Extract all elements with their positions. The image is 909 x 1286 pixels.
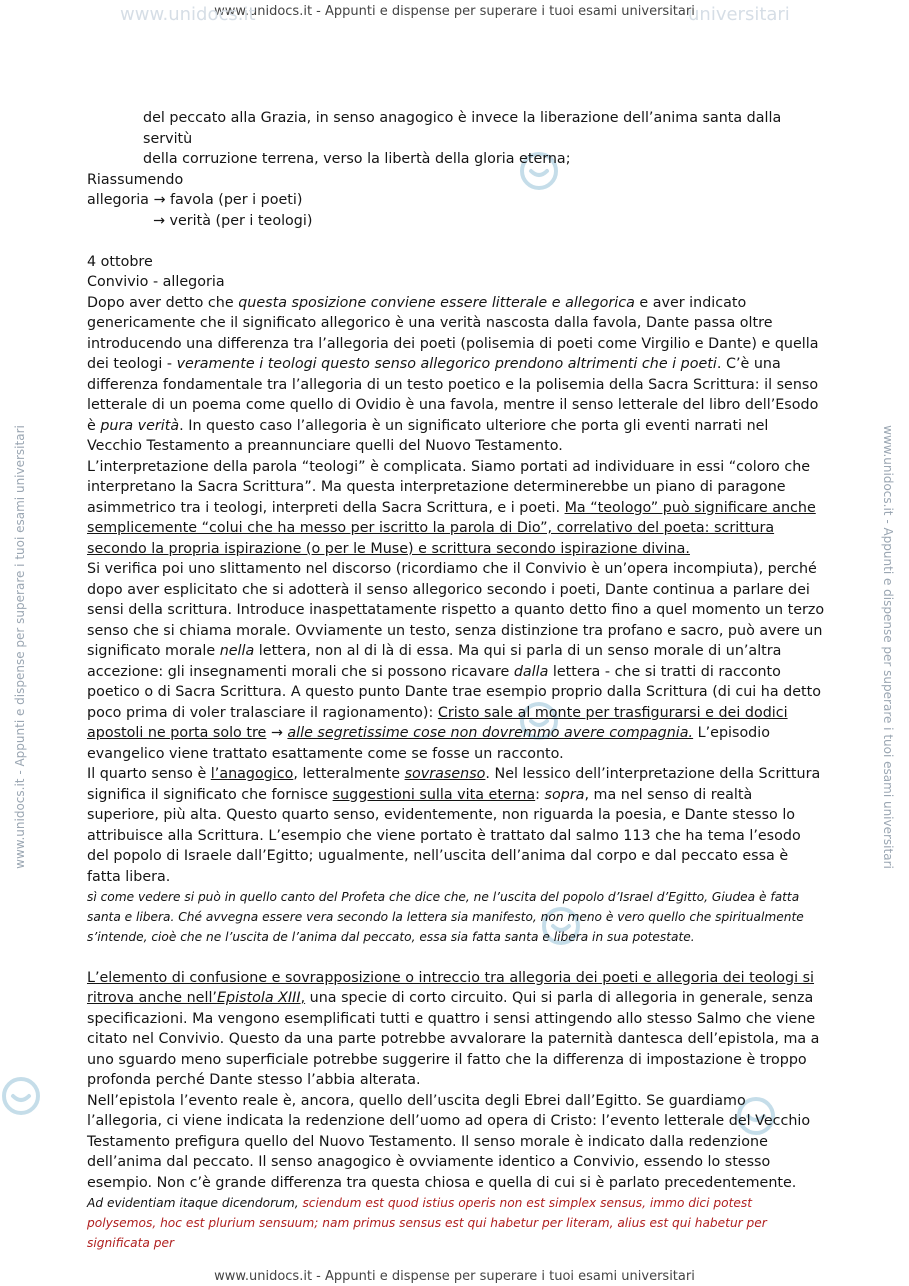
intro-line-2: della corruzione terrena, verso la libertà della gloria eterna; <box>143 151 571 167</box>
summary-line-2: → verità (per i teologi) <box>153 212 313 229</box>
riassumendo-label: Riassumendo <box>87 171 184 188</box>
watermark-top: www.unidocs.it - Appunti e dispense per superare i tuoi esami universitari <box>214 4 695 19</box>
paragraph-2: L’interpretazione della parola “teologi” è complicata. Siamo portati ad individuare in essi “coloro che interpretano la Sacra Scrittura”. Ma questa interpretazione determinerebbe un piano di paragone asimmetrico tra i teologi, interpreti della Sacra Scrittura, e i poeti. Ma “teologo” può significare anche semplicemente “colui che ha messo per iscritto la parola di Dio”, correlativo del poeta: scrittura secondo la propria ispirazione (o per le Muse) e scrittura secondo ispirazione divina. <box>87 458 816 557</box>
section-date: 4 ottobre <box>87 253 153 270</box>
summary-line-1: allegoria → favola (per i poeti) <box>87 192 303 208</box>
unidocs-logo-icon <box>0 1075 42 1117</box>
paragraph-6: Nell’epistola l’evento reale è, ancora, quello dell’uscita degli Ebrei dall’Egitto. Se guardiamo l’allegoria, ci viene indicata la redenzione dell’uomo ad opera di Cristo: l’evento letterale del Vecchio Testamento prefigura quello del Nuovo Testamento. Il senso morale è indicato dalla redenzione dell’anima dal peccato. Il senso anagogico è ovviamente identico a Convivio, essendo lo stesso esempio. Non c’è grande differenza tra questa chiosa e quella di cui si è parlato precedentemente. <box>87 1092 811 1191</box>
intro-line-1: del peccato alla Grazia, in senso anagogico è invece la liberazione dell’anima santa dalla servitù <box>143 110 782 147</box>
document-body <box>87 108 825 1253</box>
watermark-side-right: www.unidocs.it - Appunti e dispense per superare i tuoi esami universitari <box>881 425 895 869</box>
watermark-bottom: www.unidocs.it - Appunti e dispense per superare i tuoi esami universitari <box>214 1269 695 1284</box>
paragraph-1: Dopo aver detto che questa sposizione conviene essere litterale e allegorica e aver indicato genericamente che il significato allegorico è una verità nascosta dalla favola, Dante passa oltre introducendo una differenza tra l’allegoria dei poeti (polisemia di poeti come Virgilio e Dante) e quella dei teologi - veramente i teologi questo senso allegorico prendono altrimenti che i poeti. C’è una differenza fondamentale tra l’allegoria di un testo poetico e la polisemia della Sacra Scrittura: il senso letterale di un poema come quello di Ovidio è una favola, mentre il senso letterale del libro dell’Esodo è pura verità. In questo caso l’allegoria è un significato ulteriore che porta gli eventi narrati nel Vecchio Testamento a preannunciare quelli del Nuovo Testamento. <box>87 294 819 454</box>
convivio-quote: sì come vedere si può in quello canto del Profeta che dice che, ne l’uscita del popolo d’Israel d’Egitto, Giudea è fatta santa e libera. Ché avvegna essere vera secondo la lettera sia manifesto, non meno è vero quello che spiritualmente s’intende, cioè che ne l’uscita de l’anima dal peccato, essa sia fatta santa e libera in sua potestate. <box>87 890 804 944</box>
paragraph-3: Si verifica poi uno slittamento nel discorso (ricordiamo che il Convivio è un’opera incompiuta), perché dopo aver esplicitato che si adotterà il senso allegorico secondo i poeti, Dante continua a parlare dei sensi della scrittura. Introduce inaspettatamente rispetto a quanto detto fino a quel momento un terzo senso che si chiama morale. Ovviamente un testo, senza distinzione tra profano e sacro, può avere un significato morale nella lettera, non al di là di essa. Ma qui si parla di un senso morale di un’altra accezione: gli insegnamenti morali che si possono ricavare dalla lettera - che si tratti di racconto poetico o di Sacra Scrittura. A questo punto Dante trae esempio proprio dalla Scrittura (di cui ha detto poco prima di voler tralasciare il ragionamento): Cristo sale al monte per trasfigurarsi e dei dodici apostoli ne porta solo tre → alle segretissime cose non dovremmo avere compagnia. L’episodio evangelico viene trattato esattamente come se fosse un racconto. <box>87 561 825 762</box>
watermark-side-left: www.unidocs.it - Appunti e dispense per superare i tuoi esami universitari <box>13 425 27 869</box>
watermark-ghost-left: www.unidocs.it <box>120 4 256 25</box>
paragraph-4: Il quarto senso è l’anagogico, letteralmente sovrasenso. Nel lessico dell’interpretazione della Scrittura significa il significato che fornisce suggestioni sulla vita eterna: sopra, ma nel senso di realtà superiore, più alta. Questo quarto senso, evidentemente, non riguarda la poesia, e Dante stesso lo attribuisce alla Scrittura. L’esempio che viene portato è trattato dal salmo 113 che ha tema l’esodo del popolo di Israele dall’Egitto; ugualmente, nell’uscita dell’anima dal corpo e dal peccato essa è fatta libera. <box>87 766 821 885</box>
watermark-ghost-right: universitari <box>688 4 790 25</box>
paragraph-5: L’elemento di confusione e sovrapposizione o intreccio tra allegoria dei poeti e allegoria dei teologi si ritrova anche nell’Epistola XIII, una specie di corto circuito. Qui si parla di allegoria in generale, senza specificazioni. Ma vengono esemplificati tutti e quattro i sensi attingendo allo stesso Salmo che viene citato nel Convivio. Questo da una parte potrebbe avvalorare la paternità dantesca dell’epistola, ma a uno sguardo meno superficiale potrebbe suggerire il fatto che la differenza di impostazione è troppo profonda perché Dante stesso l’abbia alterata. <box>87 969 820 1088</box>
latin-quote: Ad evidentiam itaque dicendorum, sciendum est quod istius operis non est simplex sensus, immo dici potest polysemos, hoc est plurium sensuum; nam primus sensus est qui habetur per literam, alius est qui habetur per significata per <box>87 1196 767 1250</box>
section-heading: Convivio - allegoria <box>87 274 225 290</box>
